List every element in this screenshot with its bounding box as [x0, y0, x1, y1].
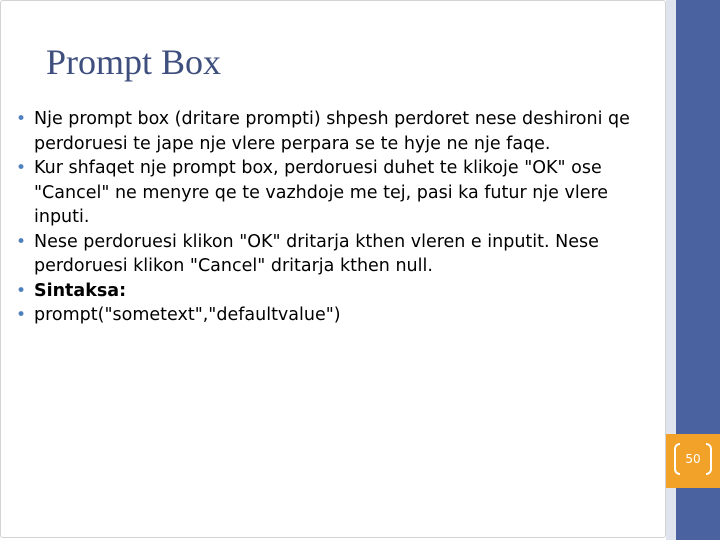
- right-bracket-icon: [706, 443, 712, 475]
- bullet-dot-icon: •: [16, 109, 27, 129]
- bullet-dot-icon: •: [16, 231, 27, 252]
- bullet-dot-icon: •: [16, 305, 27, 325]
- bullet-text: Nje prompt box (dritare prompti) shpesh perdoret nese deshironi qe perdoruesi te jape nje vlere perpara se te hyje ne nje faqe.: [34, 109, 630, 154]
- page-number-badge: [666, 434, 720, 488]
- bullet-dot-icon: •: [16, 280, 27, 301]
- bullet-item: [16, 279, 664, 304]
- bullet-text: prompt("sometext","defaultvalue"): [34, 305, 341, 325]
- bullet-dot-icon: •: [16, 158, 27, 178]
- bullet-text: Nese perdoruesi klikon "OK" dritarja kthen vleren e inputit. Nese perdoruesi klikon "Cancel" dritarja kthen null.: [34, 231, 599, 276]
- page-number: 50: [685, 452, 701, 466]
- slide-title: Prompt Box: [46, 42, 222, 82]
- bullet-text-bold: Sintaksa:: [34, 280, 127, 301]
- bullet-item: [16, 107, 664, 156]
- bullet-list: [16, 107, 664, 328]
- bullet-text: Kur shfaqet nje prompt box, perdoruesi duhet te klikoje "OK" ose "Cancel" ne menyre qe te vazhdoje me tej, pasi ka futur nje vlere inputi.: [34, 158, 609, 227]
- bullet-item: [16, 303, 664, 328]
- bullet-item: [16, 230, 664, 279]
- bullet-item: [16, 156, 664, 230]
